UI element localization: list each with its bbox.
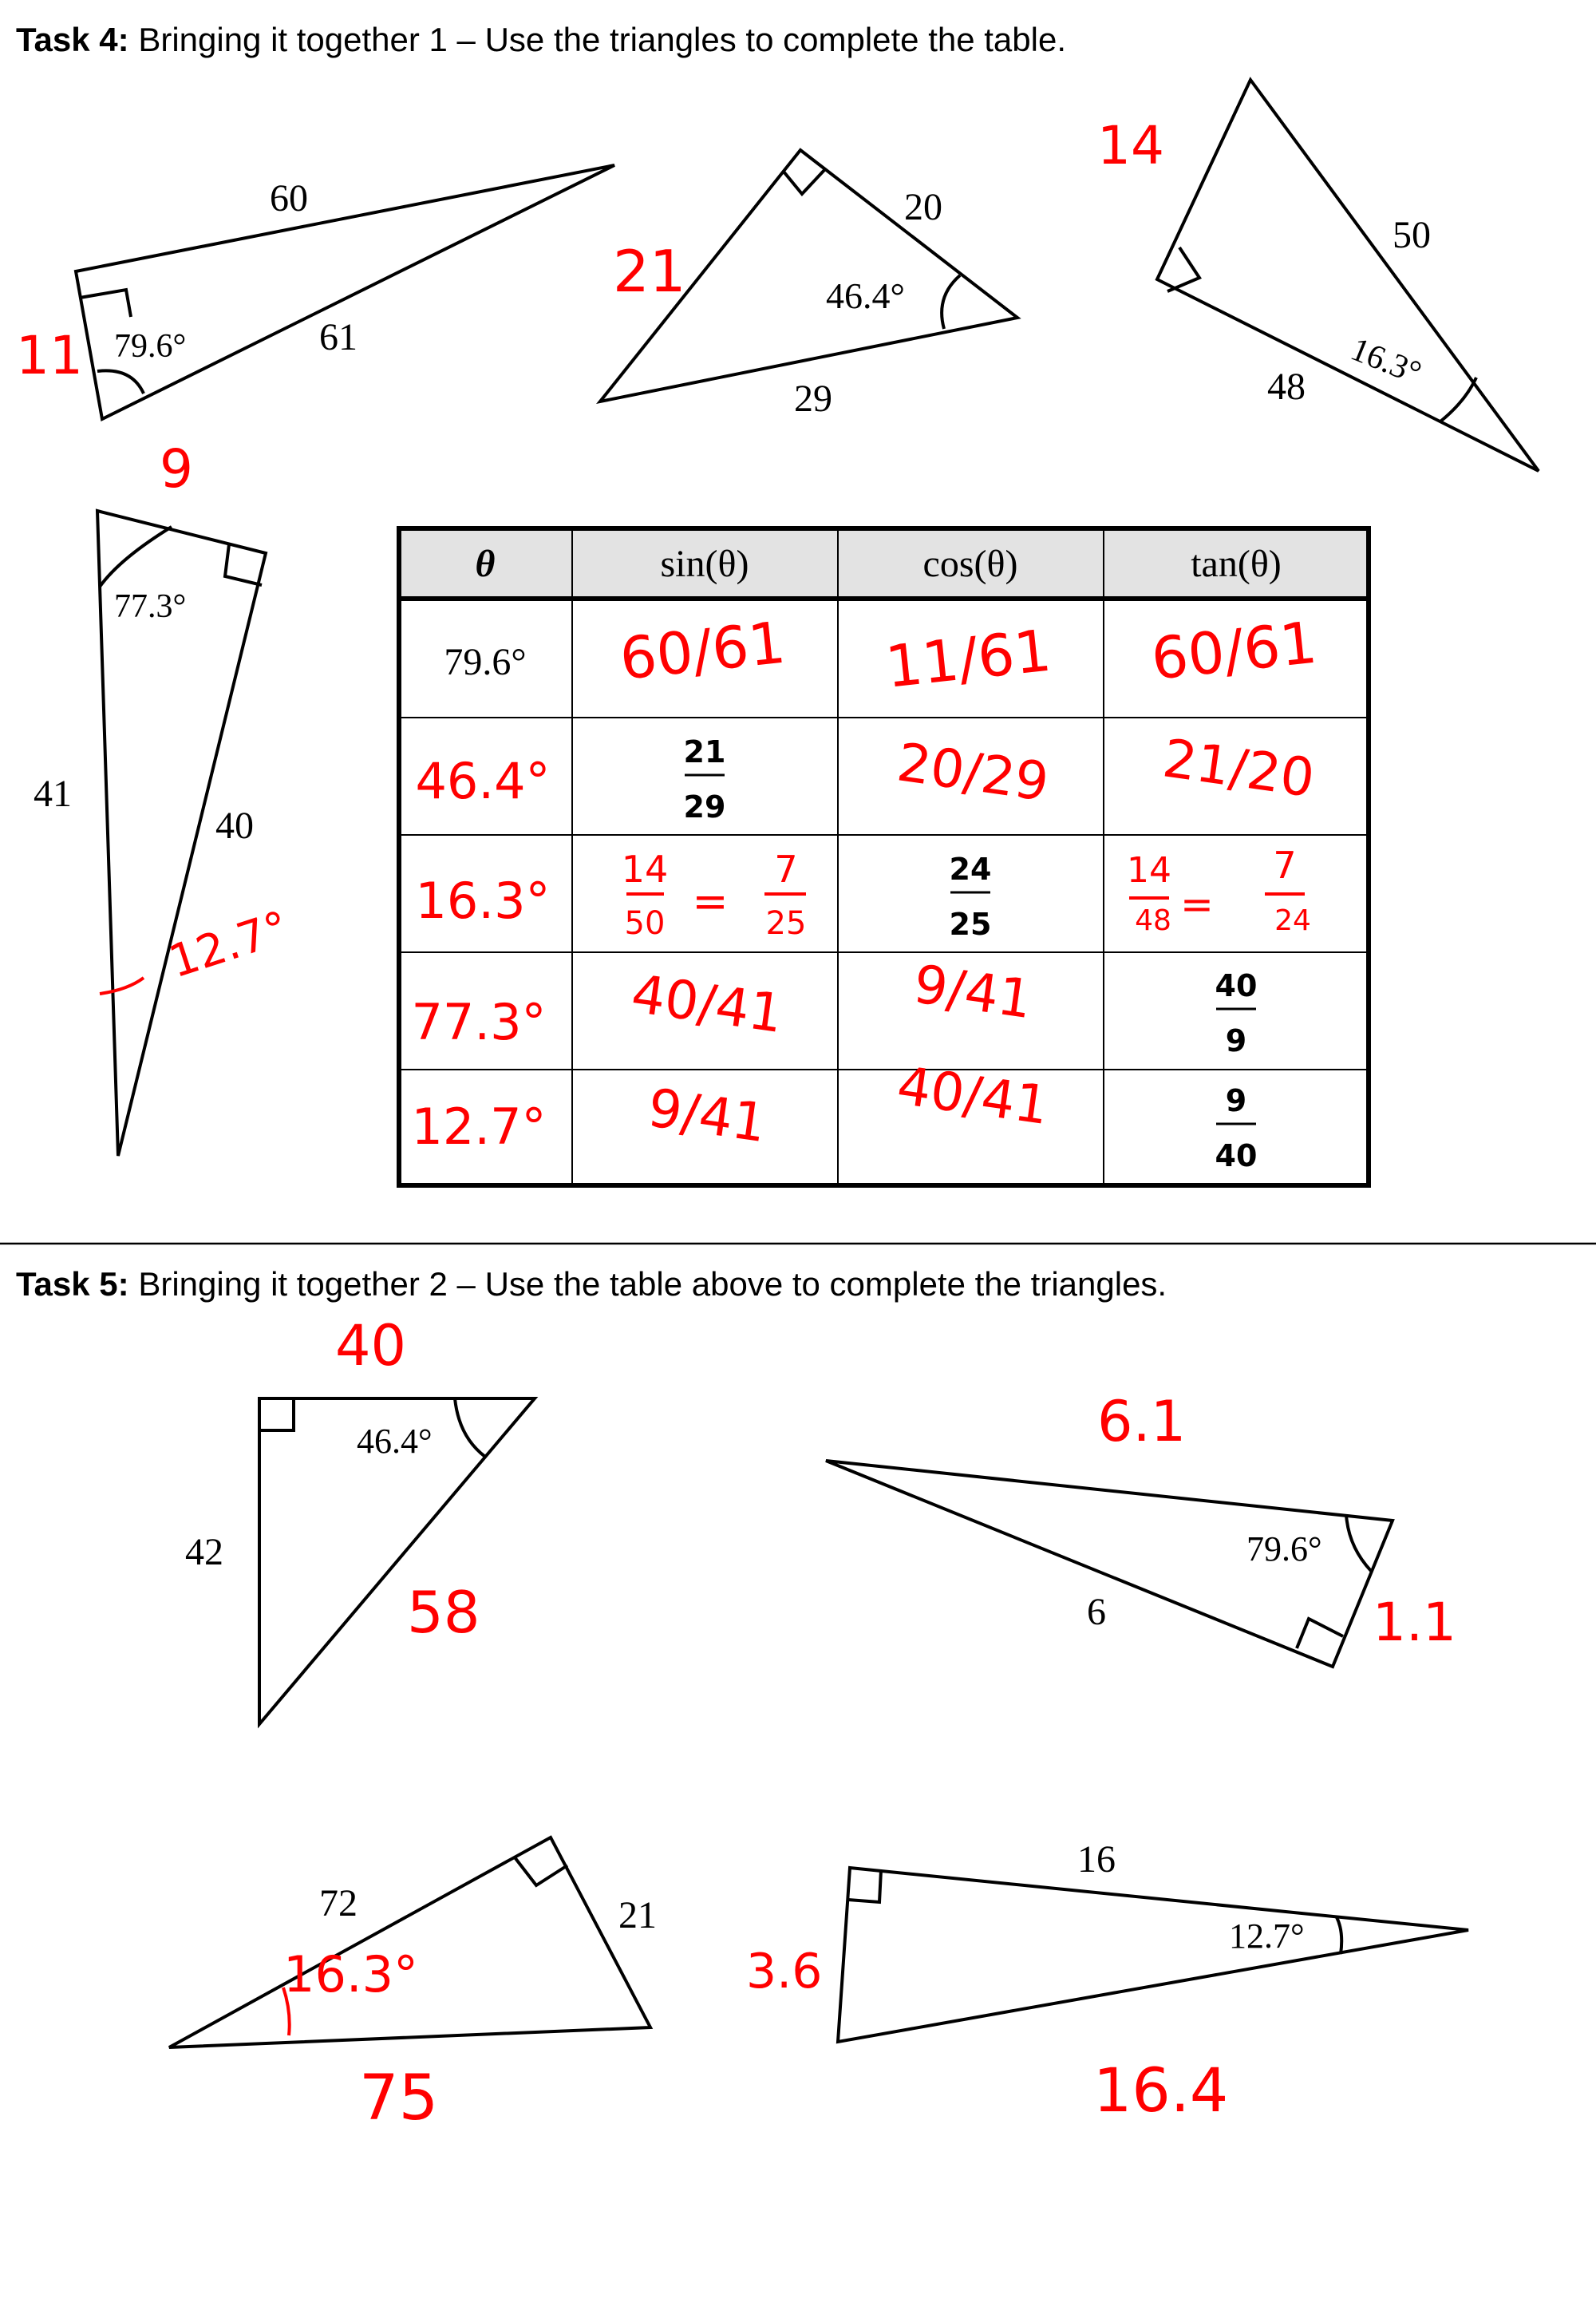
angle-arc (97, 370, 144, 394)
t2-hand-side: 21 (613, 238, 686, 305)
right-angle-marker (80, 290, 131, 317)
r4-sin: 40/41 (627, 963, 787, 1046)
r1-tan: 60/61 (1148, 608, 1320, 693)
r5-tan-numerator: 9 (1225, 1083, 1247, 1118)
task5-label: Task 5: (16, 1265, 129, 1303)
task4-triangle-1 (76, 165, 614, 419)
tc-side-right: 21 (618, 1894, 657, 1936)
r3-theta: 16.3° (415, 872, 551, 930)
td-hand-side: 3.6 (746, 1944, 823, 1999)
triangle-outline (1157, 80, 1539, 471)
tc-side-left: 72 (319, 1882, 358, 1924)
td-angle: 12.7° (1229, 1916, 1305, 1956)
task5-title: Bringing it together 2 – Use the table above to complete the triangles. (138, 1265, 1167, 1303)
right-angle-marker (259, 1398, 294, 1430)
r2-sin-denominator: 29 (683, 789, 726, 825)
ta-hand-top: 40 (335, 1313, 407, 1378)
t4-hand-side: 9 (160, 438, 193, 500)
triangle-outline (76, 165, 614, 419)
td-side-top: 16 (1077, 1838, 1116, 1881)
t3-hand-side: 14 (1097, 115, 1164, 176)
right-angle-marker (848, 1870, 881, 1902)
r4-theta: 77.3° (411, 993, 547, 1051)
r1-cos: 11/61 (882, 616, 1054, 701)
angle-arc (100, 527, 172, 587)
angle-arc (1346, 1515, 1371, 1571)
ta-hand-hyp: 58 (407, 1579, 480, 1646)
tc-hand-angle: 16.3° (283, 1945, 419, 2003)
r2-theta: 46.4° (415, 752, 551, 810)
angle-arc (942, 275, 960, 329)
r3-cos-numerator: 24 (949, 852, 992, 887)
r2-tan: 21/20 (1159, 727, 1318, 810)
tc-hand-hyp: 75 (359, 2063, 439, 2134)
r5-theta: 12.7° (411, 1098, 547, 1156)
t1-angle: 79.6° (114, 328, 187, 365)
r5-sin: 9/41 (644, 1077, 770, 1155)
angle-arc (1337, 1917, 1341, 1954)
tb-angle: 79.6° (1246, 1529, 1322, 1568)
triangle-outline (838, 1868, 1468, 2042)
t1-hypotenuse: 61 (319, 316, 358, 358)
r5-tan-denominator: 40 (1215, 1138, 1258, 1173)
t4-hypotenuse: 41 (34, 773, 72, 815)
tb-hypotenuse: 6 (1087, 1591, 1106, 1633)
r3-sin-equals: = (692, 876, 729, 927)
r2-sin-numerator: 21 (683, 734, 726, 769)
t3-angle: 16.3° (1345, 330, 1427, 393)
header-sin: sin(θ) (660, 543, 749, 585)
t1-hand-side: 11 (16, 325, 83, 386)
r4-cos: 9/41 (910, 953, 1036, 1031)
r3-tan-num2: 7 (1273, 844, 1297, 887)
right-angle-marker (784, 169, 825, 194)
header-theta: θ (475, 543, 496, 585)
right-angle-marker (515, 1857, 567, 1885)
task5-triangle-d (838, 1868, 1468, 2042)
r4-tan-denominator: 9 (1225, 1023, 1247, 1058)
triangle-outline (169, 1837, 650, 2047)
t4-side-right: 40 (215, 805, 254, 847)
angle-arc (455, 1398, 485, 1457)
task5-triangle-c (169, 1837, 650, 2047)
angle-arc (1440, 378, 1476, 421)
task4-title: Bringing it together 1 – Use the triangles to complete the table. (138, 21, 1067, 58)
t4-hand-angle: 12.7° (163, 901, 295, 989)
t2-hypotenuse: 29 (794, 378, 832, 420)
task4-triangle-3 (1157, 80, 1539, 471)
right-angle-marker (1167, 247, 1199, 291)
r3-tan-num1: 14 (1127, 850, 1171, 891)
task4-label: Task 4: (16, 21, 129, 58)
r3-sin-den2: 25 (765, 905, 807, 942)
r5-cos: 40/41 (893, 1054, 1053, 1137)
r3-sin-num2: 7 (774, 848, 798, 891)
header-cos: cos(θ) (922, 543, 1018, 585)
r3-cos-denominator: 25 (949, 907, 992, 942)
tb-hand-top: 6.1 (1097, 1389, 1187, 1454)
t4-hand-angle-arc (100, 978, 144, 994)
t2-angle: 46.4° (826, 275, 905, 316)
r3-tan-den2: 24 (1274, 904, 1311, 937)
r4-tan-numerator: 40 (1215, 968, 1258, 1003)
header-tan: tan(θ) (1191, 543, 1282, 585)
right-angle-marker (1297, 1619, 1343, 1648)
td-hand-hyp: 16.4 (1093, 2055, 1229, 2126)
r1-sin: 60/61 (616, 608, 788, 693)
r3-sin-den1: 50 (624, 905, 666, 942)
r1-theta: 79.6° (444, 641, 527, 683)
ta-angle: 46.4° (357, 1422, 433, 1461)
t2-side-right: 20 (904, 186, 942, 228)
r2-cos: 20/29 (893, 731, 1053, 814)
r3-tan-den1: 48 (1135, 904, 1171, 937)
t4-angle: 77.3° (114, 588, 187, 625)
tb-hand-side: 1.1 (1373, 1592, 1456, 1653)
ta-side-left: 42 (185, 1531, 223, 1573)
t1-side-top: 60 (270, 177, 308, 220)
r3-sin-num1: 14 (621, 848, 669, 891)
r3-tan-equals: = (1180, 881, 1214, 928)
t3-hypotenuse: 50 (1393, 214, 1431, 256)
t3-side-bottom: 48 (1267, 366, 1306, 408)
